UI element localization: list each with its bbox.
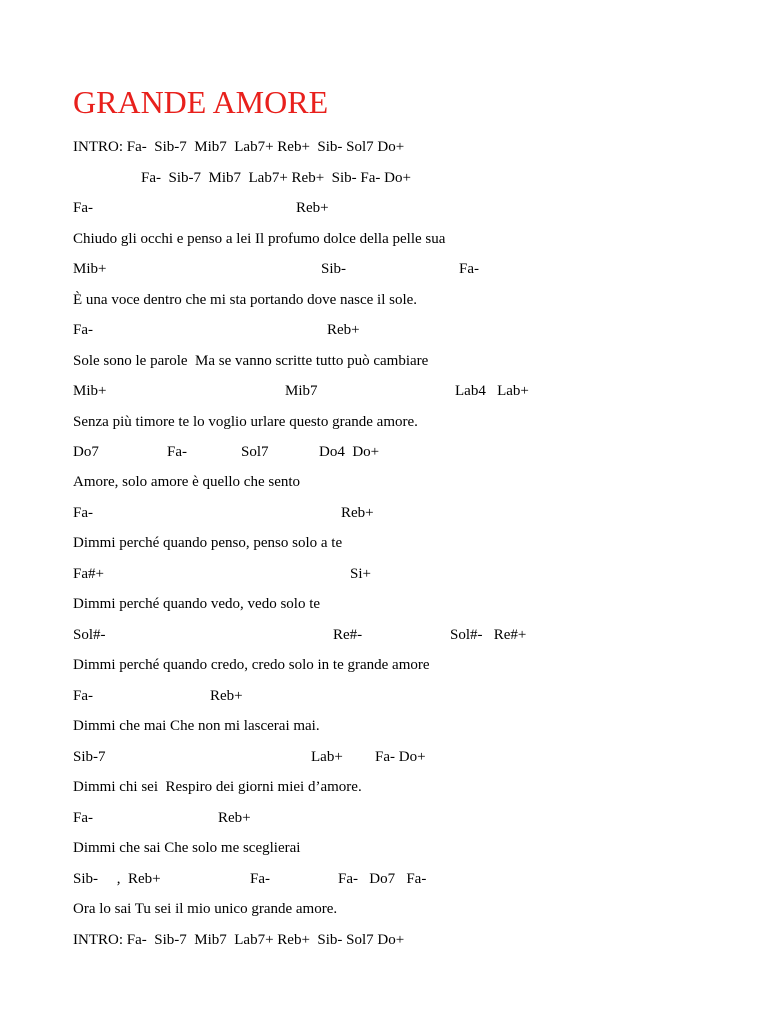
chord-line <box>0 259 768 279</box>
lyric-text: Senza più timore te lo voglio urlare questo grande amore. <box>73 414 418 430</box>
chord-line <box>0 564 768 584</box>
chord-line <box>0 381 768 401</box>
lyric-text: Sole sono le parole Ma se vanno scritte tutto può cambiare <box>73 353 429 369</box>
lyric-text: Dimmi che mai Che non mi lascerai mai. <box>73 718 320 734</box>
lyric-line <box>0 594 768 614</box>
chord-text: INTRO: Fa- Sib-7 Mib7 Lab7+ Reb+ Sib- Sol7 Do+ <box>73 932 405 948</box>
chord-text: Reb+ <box>218 810 251 826</box>
chord-text: Do7 <box>73 444 99 460</box>
chord-text: Lab4 Lab+ <box>455 383 529 399</box>
chord-line <box>0 198 768 218</box>
chord-line <box>0 320 768 340</box>
chord-text: Fa#+ <box>73 566 104 582</box>
chord-line <box>0 686 768 706</box>
lyric-text: Amore, solo amore è quello che sento <box>73 474 301 490</box>
chord-text: Mib7 <box>285 383 318 399</box>
chord-text: Sib-7 <box>73 749 106 765</box>
lyric-line <box>0 716 768 736</box>
lyric-line <box>0 290 768 310</box>
lyric-line <box>0 777 768 797</box>
chord-line <box>0 168 768 188</box>
chord-line <box>0 869 768 889</box>
chord-text: Fa- <box>459 261 479 277</box>
chord-text: Fa- Do+ <box>375 749 426 765</box>
chord-text: Re#- <box>333 627 363 643</box>
song-title: GRANDE AMORE <box>73 84 329 120</box>
chord-text: Sol7 <box>241 444 269 460</box>
chord-text: INTRO: Fa- Sib-7 Mib7 Lab7+ Reb+ Sib- Sol7 Do+ <box>73 139 405 155</box>
chord-text: Sib- , Reb+ <box>73 871 161 887</box>
chord-line <box>0 442 768 462</box>
chord-text: Fa- Do7 Fa- <box>338 871 427 887</box>
chord-text: Do4 Do+ <box>319 444 380 460</box>
lyric-text: Dimmi perché quando penso, penso solo a te <box>73 535 343 551</box>
lyric-text: Dimmi perché quando credo, credo solo in te grande amore <box>73 657 430 673</box>
chord-text: Fa- <box>73 505 93 521</box>
chord-text: Reb+ <box>210 688 243 704</box>
chord-line <box>0 503 768 523</box>
lyric-line <box>0 229 768 249</box>
lyric-line <box>0 533 768 553</box>
chord-text: Sib- <box>321 261 347 277</box>
chord-line <box>0 747 768 767</box>
chord-text: Sol#- Re#+ <box>450 627 527 643</box>
chord-line <box>0 625 768 645</box>
lyric-text: Dimmi chi sei Respiro dei giorni miei d’amore. <box>73 779 362 795</box>
chord-line <box>0 808 768 828</box>
lyric-text: Dimmi che sai Che solo me sceglierai <box>73 840 301 856</box>
chord-text: Mib+ <box>73 261 107 277</box>
chord-text: Fa- Sib-7 Mib7 Lab7+ Reb+ Sib- Fa- Do+ <box>141 170 411 186</box>
chord-text: Fa- <box>73 688 93 704</box>
chord-text: Lab+ <box>311 749 343 765</box>
lyric-line <box>0 412 768 432</box>
chord-text: Fa- <box>73 810 93 826</box>
chord-line <box>0 930 768 950</box>
chord-text: Sol#- <box>73 627 106 643</box>
lyric-line <box>0 351 768 371</box>
lyric-line <box>0 655 768 675</box>
chord-text: Fa- <box>73 200 93 216</box>
chord-text: Reb+ <box>341 505 374 521</box>
lyric-line <box>0 472 768 492</box>
lyric-text: Ora lo sai Tu sei il mio unico grande amore. <box>73 901 338 917</box>
lyric-text: Chiudo gli occhi e penso a lei Il profumo dolce della pelle sua <box>73 231 446 247</box>
chord-text: Mib+ <box>73 383 107 399</box>
chord-text: Reb+ <box>296 200 329 216</box>
chord-text: Fa- <box>167 444 187 460</box>
chord-text: Si+ <box>350 566 371 582</box>
lyric-line <box>0 899 768 919</box>
chord-text: Fa- <box>73 322 93 338</box>
lyric-line <box>0 838 768 858</box>
lyric-text: È una voce dentro che mi sta portando dove nasce il sole. <box>73 292 418 308</box>
chord-text: Fa- <box>250 871 270 887</box>
chord-text: Reb+ <box>327 322 360 338</box>
lyric-text: Dimmi perché quando vedo, vedo solo te <box>73 596 321 612</box>
chord-line <box>0 137 768 157</box>
